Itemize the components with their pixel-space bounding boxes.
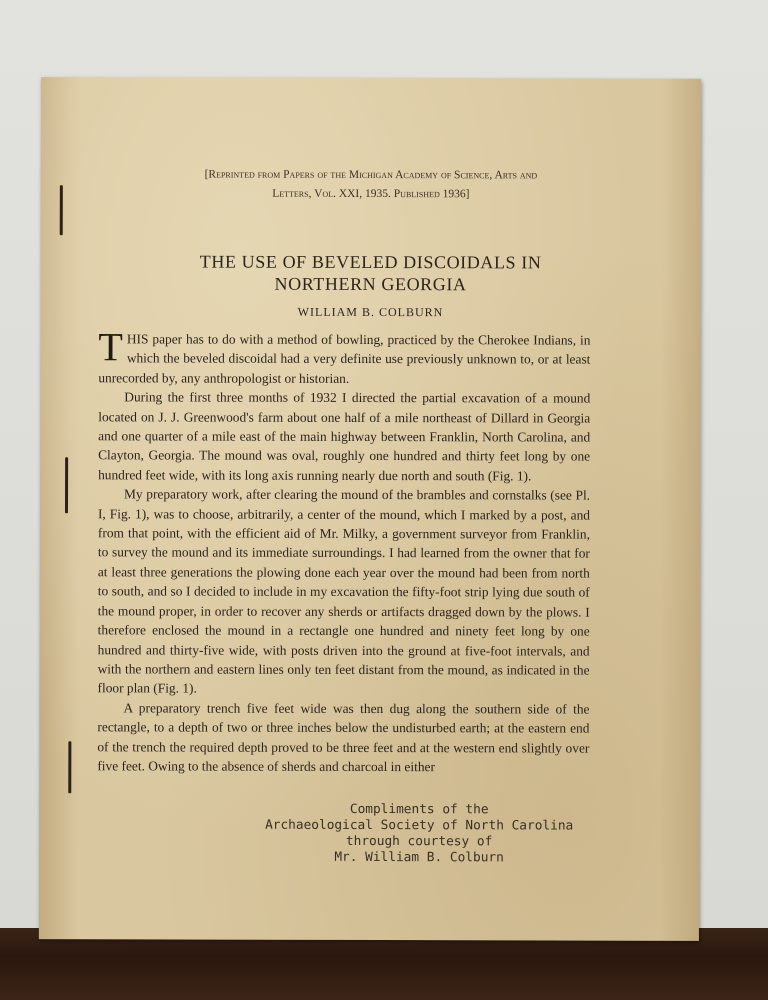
drop-cap: T (98, 324, 123, 370)
author-name: WILLIAM B. COLBURN (297, 304, 444, 320)
stamp-line-1: Compliments of the (349, 801, 489, 818)
paragraph-2: During the first three months of 1932 I directed the partial excavation of a mound located on J. J. Greenwood's farm about one half of a mile northeast of Dillard in Georgia and one quarter of a mile east of the main highway between Franklin, North Carolina, and Clayton, Georgia. The mound was oval, roughly one hundred and thirty feet long by one hundred feet wide, with its long axis running nearly due north and south (Fig. 1). (98, 389, 591, 484)
article-title-line-1: THE USE OF BEVELED DISCOIDALS IN (199, 251, 542, 273)
pamphlet-page (39, 77, 701, 941)
compliments-stamp (199, 802, 639, 867)
article-title-line-2: NORTHERN GEORGIA (274, 273, 467, 295)
reprint-note-line-1: [Reprinted from Papers of the Michigan Academy of Science, Arts and (204, 168, 538, 182)
paragraph-3: My preparatory work, after clearing the mound of the brambles and cornstalks (see Pl. I, Fig. 1), was to choose, arbitrarily, a center of the mound, which I marked by a post, and from that point, with the efficient aid of Mr. Milky, a government surveyor from Franklin, to survey the mound and its immediate surroundings. I had learned from the owner that for at least three generations the plowing done each year over the mound had been from north to south, and so I decided to include in my excavation the fifty-foot strip lying due south of the mound proper, in order to recover any sherds or artifacts dragged down by the plows. I therefore enclosed the mound in a rectangle one hundred and ninety feet long by one hundred and thirty-five wide, with posts driven into the ground at five-foot intervals, and with the northern and eastern lines only ten feet distant from the mound, as indicated in the floor plan (Fig. 1). (97, 486, 591, 696)
staple-middle (65, 457, 68, 513)
staple-bottom (68, 741, 71, 793)
stamp-line-2: Archaeological Society of North Carolina (265, 817, 574, 834)
paragraph-1-text: HIS paper has to do with a method of bowling, practiced by the Cherokee Indians, in which the beveled discoidal had a very definite use previously unknown to, or at least unrecorded by, any anthropologist or historian. (98, 331, 591, 386)
article-body (97, 324, 591, 777)
paragraph-1 (98, 324, 591, 389)
stamp-line-4: Mr. William B. Colburn (334, 849, 504, 866)
stamp-line-3: through courtesy of (345, 833, 493, 850)
reprint-note (141, 165, 601, 204)
staple-top (60, 185, 63, 235)
article-title (111, 250, 631, 295)
paragraph-4: A preparatory trench five feet wide was then dug along the southern side of the rectangle, to a depth of two or three inches below the undisturbed earth; at the eastern end of the trench the required depth proved to be three feet and at the western end slightly over five feet. Owing to the absence of sherds and charcoal in either (97, 700, 590, 775)
reprint-note-line-2: Letters, Vol. XXI, 1935. Published 1936] (272, 187, 470, 201)
